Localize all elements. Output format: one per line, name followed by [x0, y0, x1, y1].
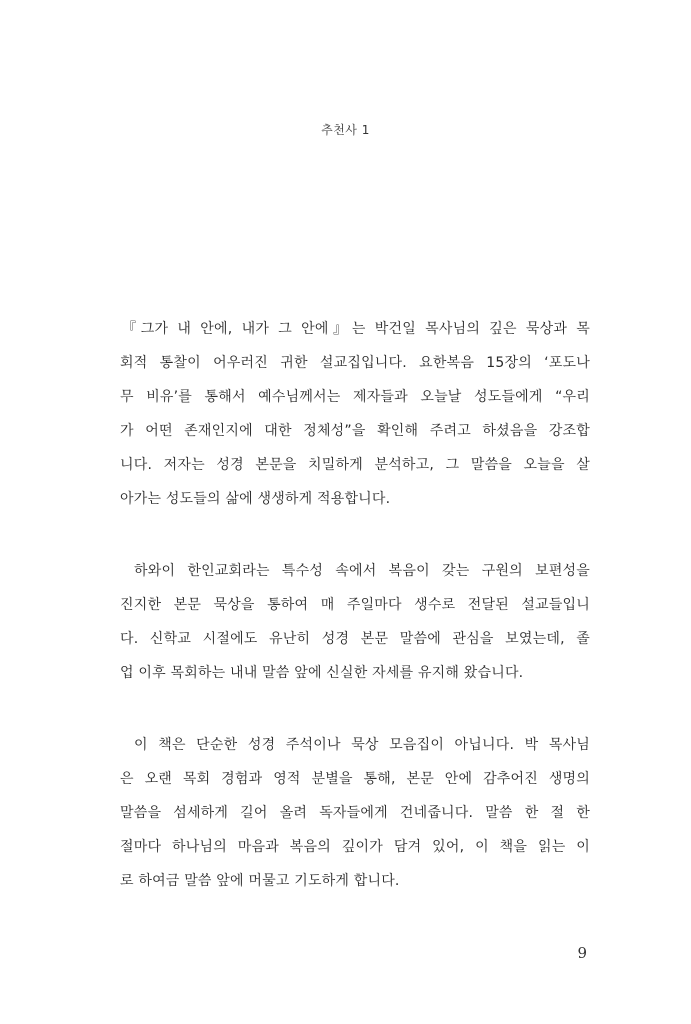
paragraph-2: [120, 554, 590, 690]
text-line: 말씀을 섬세하게 길어 올려 독자들에게 건네줍니다. 말씀 한 절 한: [120, 805, 590, 821]
paragraph-3: [120, 728, 590, 898]
text-line: 아가는 성도들의 삶에 생생하게 적용합니다.: [120, 491, 391, 507]
text-line: 회적 통찰이 어우러진 귀한 설교집입니다. 요한복음 15장의 ‘포도나: [120, 355, 590, 371]
text-line: 은 오랜 목회 경험과 영적 분별을 통해, 본문 안에 감추어진 생명의: [120, 771, 590, 787]
text-line: 업 이후 목회하는 내내 말씀 앞에 신실한 자세를 유지해 왔습니다.: [120, 665, 524, 681]
text-line: 하와이 한인교회라는 특수성 속에서 복음이 갖는 구원의 보편성을: [134, 563, 590, 579]
text-line: 로 하여금 말씀 앞에 머물고 기도하게 합니다.: [120, 873, 400, 889]
text-line: 니다. 저자는 성경 본문을 치밀하게 분석하고, 그 말씀을 오늘을 살: [120, 457, 590, 473]
text-line: 무 비유’를 통해서 예수님께서는 제자들과 오늘날 성도들에게 “우리: [120, 389, 590, 405]
text-line: 절마다 하나님의 마음과 복음의 깊이가 담겨 있어, 이 책을 읽는 이: [120, 839, 590, 855]
text-line: 진지한 본문 묵상을 통하여 매 주일마다 생수로 전달된 설교들입니: [120, 597, 590, 613]
body-text: [120, 312, 590, 936]
text-line: 이 책은 단순한 성경 주석이나 묵상 모음집이 아닙니다. 박 목사님: [134, 737, 590, 753]
page-number: 9: [577, 944, 587, 962]
text-line: 다. 신학교 시절에도 유난히 성경 본문 말씀에 관심을 보였는데, 졸: [120, 631, 590, 647]
text-line: 『그가 내 안에, 내가 그 안에』는 박건일 목사님의 깊은 묵상과 목: [122, 321, 590, 337]
running-head: 추천사 1: [321, 123, 370, 137]
paragraph-1: [120, 312, 590, 516]
text-line: 가 어떤 존재인지에 대한 정체성”을 확인해 주려고 하셨음을 강조합: [120, 423, 590, 439]
